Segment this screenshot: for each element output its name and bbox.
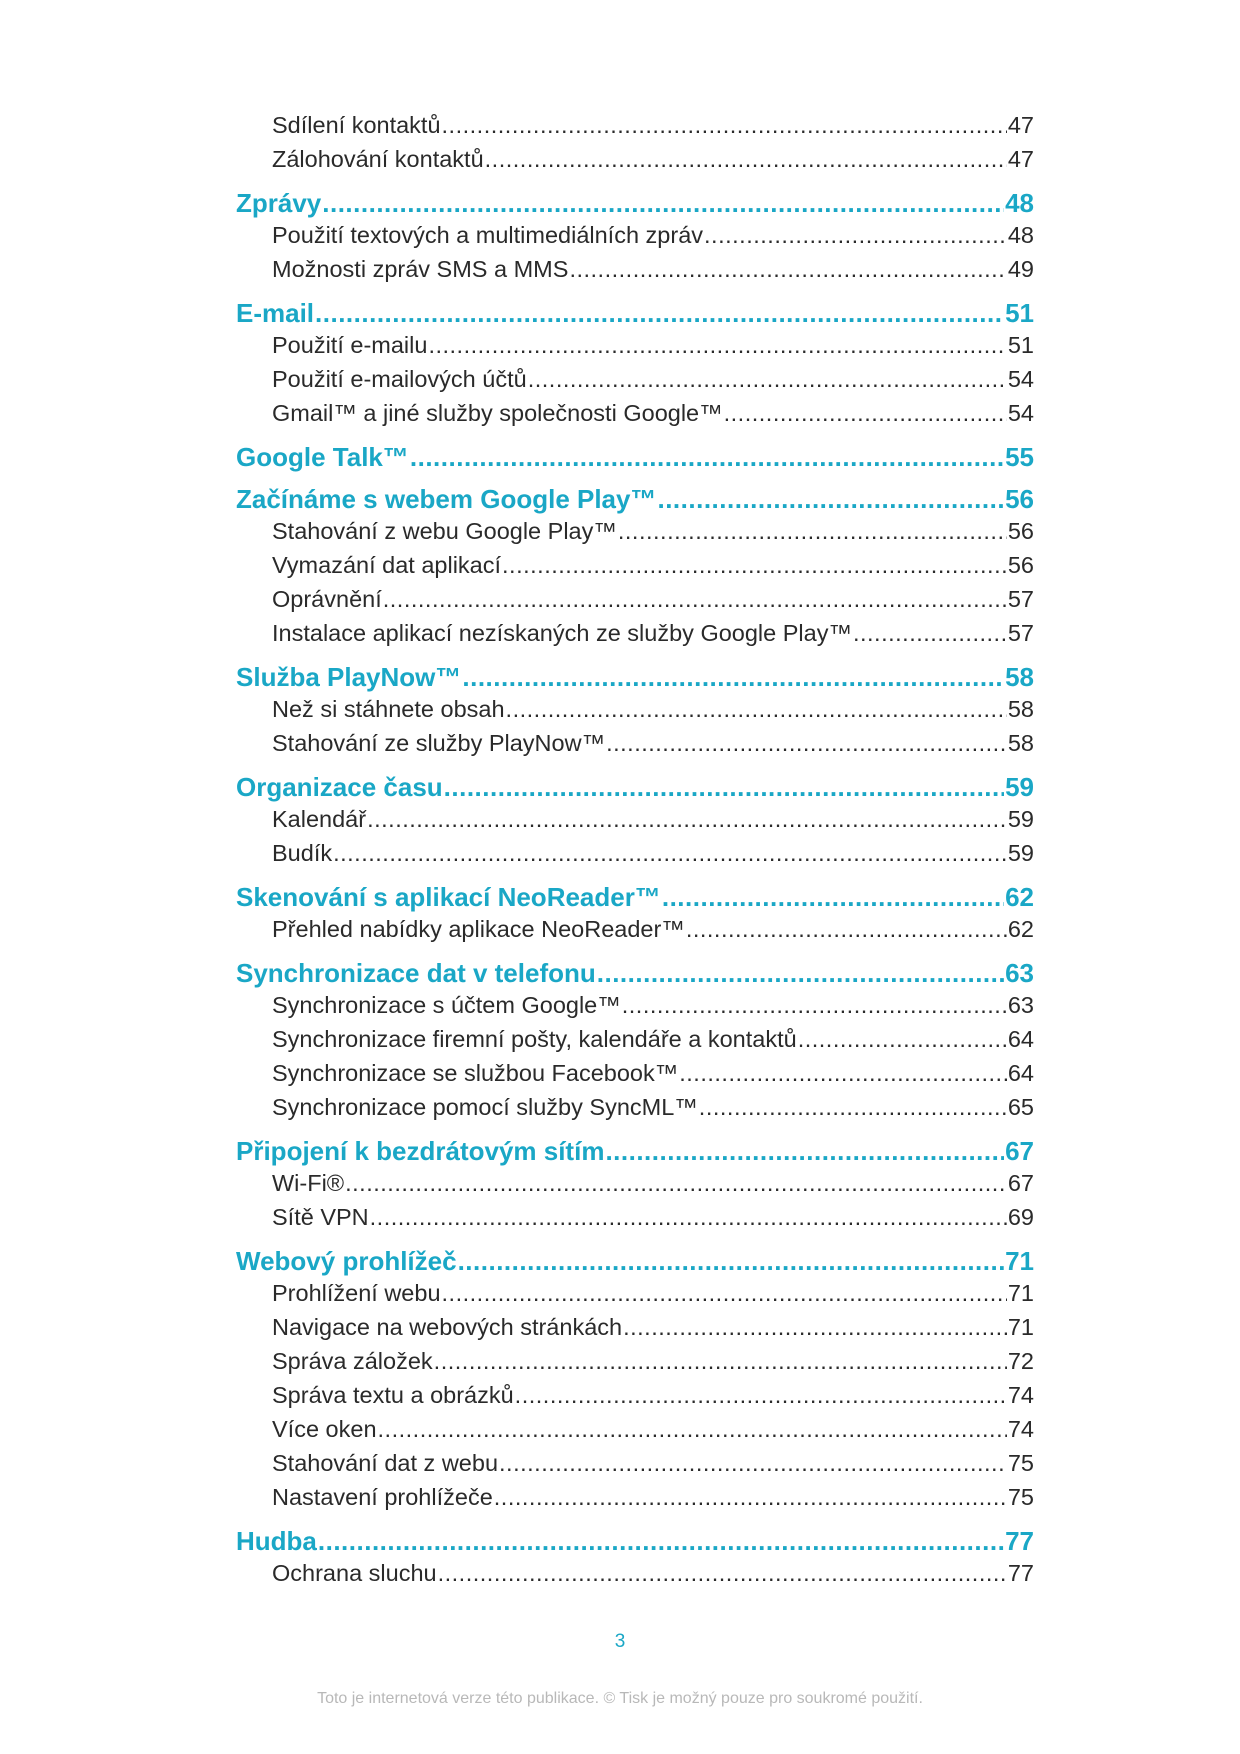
toc-entry-page: 51 <box>1005 298 1034 328</box>
toc-entry-page: 75 <box>1007 1484 1034 1510</box>
toc-section-entry[interactable] <box>272 840 1034 874</box>
toc-entry-title: Hudba <box>236 1526 317 1556</box>
toc-dot-leader <box>458 1246 1005 1277</box>
toc-entry-title: Více oken <box>272 1416 377 1442</box>
toc-entry-page: 72 <box>1007 1348 1034 1374</box>
toc-entry-page: 58 <box>1007 696 1034 722</box>
toc-section-entry[interactable] <box>272 1348 1034 1382</box>
toc-section-entry[interactable] <box>272 1450 1034 1484</box>
toc-entry-title: Kalendář <box>272 806 367 832</box>
toc-entry-title: Zálohování kontaktů <box>272 146 484 172</box>
toc-dot-leader <box>699 1094 1007 1121</box>
toc-dot-leader <box>428 332 1006 359</box>
toc-entry-page: 71 <box>1007 1280 1034 1306</box>
toc-dot-leader <box>605 1136 1004 1167</box>
toc-chapter-entry[interactable] <box>236 188 1034 222</box>
toc-entry-title: Synchronizace pomocí služby SyncML™ <box>272 1094 698 1120</box>
toc-section-entry[interactable] <box>272 1060 1034 1094</box>
toc-chapter-entry[interactable] <box>236 772 1034 806</box>
toc-entry-page: 63 <box>1007 992 1034 1018</box>
toc-chapter-entry[interactable] <box>236 1246 1034 1280</box>
toc-entry-title: Stahování dat z webu <box>272 1450 499 1476</box>
toc-dot-leader <box>444 772 1004 803</box>
toc-section-entry[interactable] <box>272 222 1034 256</box>
toc-section-entry[interactable] <box>272 518 1034 552</box>
toc-entry-title: Zprávy <box>236 188 322 218</box>
toc-entry-title: Synchronizace dat v telefonu <box>236 958 596 988</box>
toc-dot-leader <box>724 400 1007 427</box>
toc-entry-title: Stahování z webu Google Play™ <box>272 518 617 544</box>
toc-entry-page: 57 <box>1007 586 1034 612</box>
toc-entry-title: Správa textu a obrázků <box>272 1382 514 1408</box>
toc-section-entry[interactable] <box>272 916 1034 950</box>
footer-note: Toto je internetová verze této publikace. © Tisk je možný pouze pro soukromé použití. <box>317 1690 923 1707</box>
toc-section-entry[interactable] <box>272 586 1034 620</box>
toc-dot-leader <box>410 442 1004 473</box>
toc-entry-page: 56 <box>1007 552 1034 578</box>
toc-entry-page: 54 <box>1007 366 1034 392</box>
toc-entry-page: 56 <box>1005 484 1034 514</box>
toc-section-entry[interactable] <box>272 1204 1034 1238</box>
toc-section-entry[interactable] <box>272 332 1034 366</box>
toc-entry-page: 59 <box>1007 840 1034 866</box>
toc-dot-leader <box>438 1560 1007 1587</box>
toc-entry-title: Google Talk™ <box>236 442 409 472</box>
toc-entry-title: Budík <box>272 840 333 866</box>
toc-entry-page: 62 <box>1005 882 1034 912</box>
toc-entry-page: 74 <box>1007 1382 1034 1408</box>
toc-section-entry[interactable] <box>272 1280 1034 1314</box>
toc-dot-leader <box>506 696 1007 723</box>
toc-entry-title: Wi-Fi® <box>272 1170 345 1196</box>
toc-entry-title: Synchronizace firemní pošty, kalendáře a kontaktů <box>272 1026 797 1052</box>
toc-entry-page: 67 <box>1005 1136 1034 1166</box>
toc-entry-title: Vymazání dat aplikací <box>272 552 502 578</box>
toc-section-entry[interactable] <box>272 112 1034 146</box>
toc-section-entry[interactable] <box>272 1170 1034 1204</box>
toc-dot-leader <box>657 484 1004 515</box>
toc-entry-page: 58 <box>1005 662 1034 692</box>
toc-dot-leader <box>494 1484 1007 1511</box>
toc-entry-page: 77 <box>1007 1560 1034 1586</box>
toc-chapter-entry[interactable] <box>236 882 1034 916</box>
toc-entry-title: Stahování ze služby PlayNow™ <box>272 730 606 756</box>
toc-entry-page: 48 <box>1007 222 1034 248</box>
toc-entry-title: Správa záložek <box>272 1348 433 1374</box>
toc-entry-page: 69 <box>1007 1204 1034 1230</box>
toc-section-entry[interactable] <box>272 806 1034 840</box>
toc-entry-page: 64 <box>1007 1026 1034 1052</box>
toc-entry-title: Navigace na webových stránkách <box>272 1314 623 1340</box>
toc-dot-leader <box>434 1348 1007 1375</box>
toc-entry-title: Skenování s aplikací NeoReader™ <box>236 882 661 912</box>
toc-entry-title: Ochrana sluchu <box>272 1560 437 1586</box>
toc-entry-page: 56 <box>1007 518 1034 544</box>
toc-chapter-entry[interactable] <box>236 298 1034 332</box>
toc-dot-leader <box>798 1026 1007 1053</box>
toc-dot-leader <box>597 958 1004 989</box>
toc-section-entry[interactable] <box>272 1382 1034 1416</box>
toc-chapter-entry[interactable] <box>236 958 1034 992</box>
toc-chapter-entry[interactable] <box>236 1526 1034 1560</box>
toc-entry-page: 47 <box>1007 112 1034 138</box>
toc-section-entry[interactable] <box>272 1484 1034 1518</box>
toc-entry-page: 65 <box>1007 1094 1034 1120</box>
toc-entry-title: Sdílení kontaktů <box>272 112 441 138</box>
toc-dot-leader <box>485 146 1007 173</box>
toc-entry-title: Služba PlayNow™ <box>236 662 462 692</box>
toc-dot-leader <box>662 882 1004 913</box>
toc-entry-title: Než si stáhnete obsah <box>272 696 505 722</box>
toc-dot-leader <box>318 1526 1004 1557</box>
toc-section-entry[interactable] <box>272 1026 1034 1060</box>
toc-entry-title: Synchronizace se službou Facebook™ <box>272 1060 679 1086</box>
toc-section-entry[interactable] <box>272 1314 1034 1348</box>
toc-section-entry[interactable] <box>272 992 1034 1026</box>
toc-entry-title: Nastavení prohlížeče <box>272 1484 493 1510</box>
toc-entry-page: 64 <box>1007 1060 1034 1086</box>
toc-dot-leader <box>462 662 1004 693</box>
toc-entry-page: 58 <box>1007 730 1034 756</box>
toc-section-entry[interactable] <box>272 552 1034 586</box>
toc-entry-page: 55 <box>1005 442 1034 472</box>
toc-dot-leader <box>502 552 1007 579</box>
toc-dot-leader <box>622 992 1007 1019</box>
toc-section-entry[interactable] <box>272 730 1034 764</box>
toc-entry-page: 63 <box>1005 958 1034 988</box>
toc-section-entry[interactable] <box>272 620 1034 654</box>
toc-dot-leader <box>606 730 1007 757</box>
toc-entry-title: Instalace aplikací nezískaných ze služby Google Play™ <box>272 620 852 646</box>
toc-entry-title: Webový prohlížeč <box>236 1246 457 1276</box>
toc-entry-page: 51 <box>1007 332 1034 358</box>
toc-dot-leader <box>515 1382 1007 1409</box>
toc-entry-title: Začínáme s webem Google Play™ <box>236 484 657 514</box>
toc-entry-page: 71 <box>1007 1314 1034 1340</box>
toc-entry-title: Možnosti zpráv SMS a MMS <box>272 256 569 282</box>
toc-entry-page: 47 <box>1007 146 1034 172</box>
toc-section-entry[interactable] <box>272 366 1034 400</box>
toc-entry-title: Přehled nabídky aplikace NeoReader™ <box>272 916 685 942</box>
toc-entry-title: Gmail™ a jiné služby společnosti Google™ <box>272 400 723 426</box>
toc-dot-leader <box>442 1280 1007 1307</box>
toc-dot-leader <box>618 518 1007 545</box>
toc-dot-leader <box>370 1204 1007 1231</box>
page-number: 3 <box>614 1631 626 1652</box>
toc-dot-leader <box>442 112 1007 139</box>
toc-chapter-entry[interactable] <box>236 662 1034 696</box>
toc-section-entry[interactable] <box>272 400 1034 434</box>
toc-section-entry[interactable] <box>272 1560 1034 1594</box>
toc-dot-leader <box>499 1450 1007 1477</box>
toc-section-entry[interactable] <box>272 1416 1034 1450</box>
toc-entry-page: 67 <box>1007 1170 1034 1196</box>
toc-chapter-entry[interactable] <box>236 1136 1034 1170</box>
toc-dot-leader <box>528 366 1007 393</box>
toc-dot-leader <box>383 586 1007 613</box>
toc-dot-leader <box>322 188 1004 219</box>
toc-dot-leader <box>315 298 1004 329</box>
toc-entry-page: 59 <box>1007 806 1034 832</box>
table-of-contents <box>0 112 1240 1594</box>
toc-chapter-entry[interactable] <box>236 484 1034 518</box>
toc-dot-leader <box>853 620 1007 647</box>
toc-section-entry[interactable] <box>272 146 1034 180</box>
toc-entry-title: Synchronizace s účtem Google™ <box>272 992 621 1018</box>
toc-entry-title: Použití e-mailových účtů <box>272 366 527 392</box>
toc-entry-page: 57 <box>1007 620 1034 646</box>
toc-dot-leader <box>378 1416 1007 1443</box>
toc-entry-title: Připojení k bezdrátovým sítím <box>236 1136 605 1166</box>
toc-section-entry[interactable] <box>272 256 1034 290</box>
toc-entry-title: Sítě VPN <box>272 1204 369 1230</box>
toc-entry-title: Použití textových a multimediálních zpráv <box>272 222 704 248</box>
toc-entry-title: E-mail <box>236 298 315 328</box>
toc-entry-page: 59 <box>1005 772 1034 802</box>
toc-dot-leader <box>679 1060 1007 1087</box>
toc-dot-leader <box>704 222 1007 249</box>
toc-entry-page: 54 <box>1007 400 1034 426</box>
toc-dot-leader <box>569 256 1006 283</box>
toc-dot-leader <box>623 1314 1007 1341</box>
toc-entry-page: 71 <box>1005 1246 1034 1276</box>
toc-dot-leader <box>333 840 1007 867</box>
toc-dot-leader <box>345 1170 1007 1197</box>
toc-entry-title: Organizace času <box>236 772 443 802</box>
toc-entry-title: Oprávnění <box>272 586 382 612</box>
toc-entry-page: 62 <box>1007 916 1034 942</box>
toc-entry-page: 74 <box>1007 1416 1034 1442</box>
toc-section-entry[interactable] <box>272 1094 1034 1128</box>
toc-entry-title: Prohlížení webu <box>272 1280 441 1306</box>
toc-entry-title: Použití e-mailu <box>272 332 428 358</box>
toc-dot-leader <box>686 916 1007 943</box>
toc-entry-page: 77 <box>1005 1526 1034 1556</box>
toc-dot-leader <box>367 806 1007 833</box>
toc-chapter-entry[interactable] <box>236 442 1034 476</box>
toc-entry-page: 75 <box>1007 1450 1034 1476</box>
toc-entry-page: 48 <box>1005 188 1034 218</box>
toc-entry-page: 49 <box>1007 256 1034 282</box>
toc-section-entry[interactable] <box>272 696 1034 730</box>
